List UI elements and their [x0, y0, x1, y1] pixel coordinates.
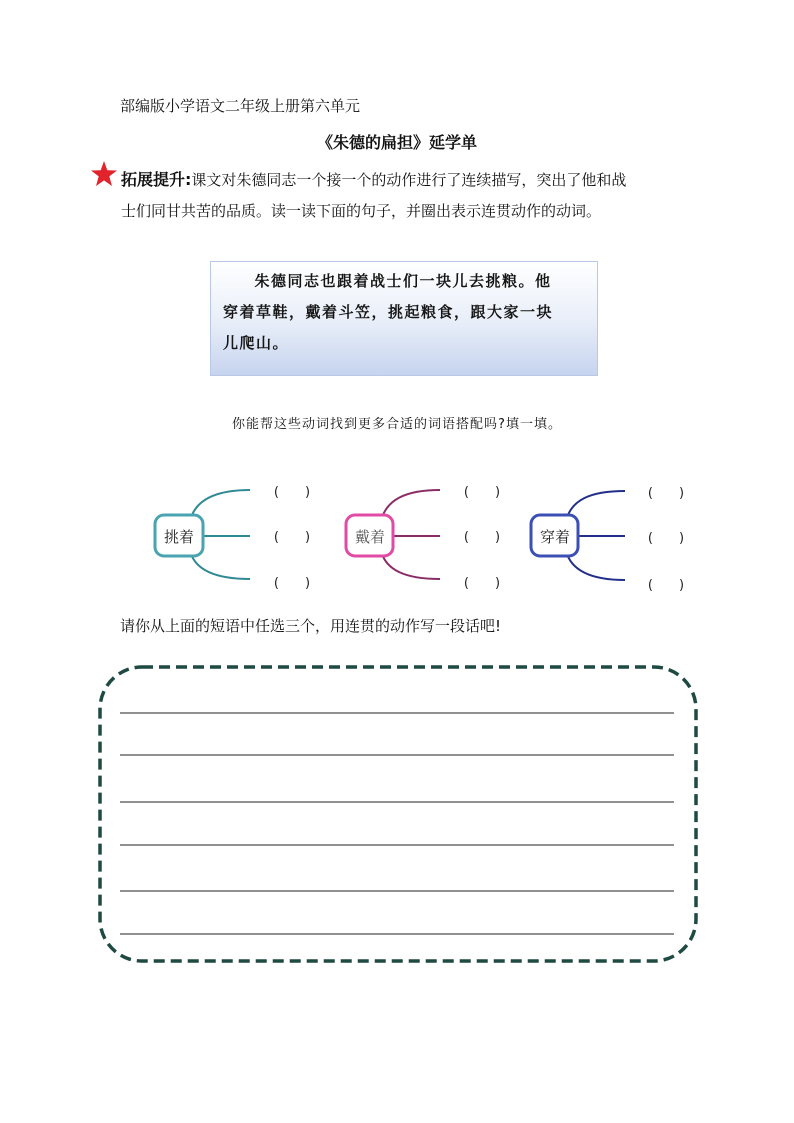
blank-tiaozhe-2[interactable]: ( )	[273, 530, 311, 545]
verb-mind-maps	[0, 470, 794, 605]
worksheet-title: 《朱德的扁担》延学单	[316, 133, 477, 152]
blank-daizhe-2[interactable]: ( )	[463, 530, 501, 545]
blank-chuanzhe-2[interactable]: ( )	[647, 531, 685, 546]
star-icon	[90, 160, 118, 188]
extension-text-line2: 士们同甘共苦的品质。读一读下面的句子，并圈出表示连贯动作的动词。	[121, 202, 602, 220]
blank-daizhe-3[interactable]: ( )	[463, 576, 501, 591]
quote-line2: 穿着草鞋，戴着斗笠，挑起粮食，跟大家一块	[223, 303, 554, 321]
mind-map-tiaozhe	[155, 485, 310, 591]
extension-text-line1: 课文对朱德同志一个接一个的动作进行了连续描写，突出了他和战	[191, 171, 627, 189]
matching-question: 你能帮这些动词找到更多合适的词语搭配吗?填一填。	[232, 417, 562, 432]
verb-word-chuanzhe: 穿着	[539, 528, 571, 546]
writing-prompt: 请你从上面的短语中任选三个，用连贯的动作写一段话吧!	[120, 617, 502, 635]
blank-chuanzhe-1[interactable]: ( )	[647, 486, 685, 501]
verb-word-daizhe: 戴着	[354, 528, 386, 546]
writing-box[interactable]	[98, 665, 698, 963]
extension-instructions: 拓展提升:课文对朱德同志一个接一个的动作进行了连续描写，突出了他和战 士们同甘共苦的品质。读一读下面的句子，并圈出表示连贯动作的动词。	[121, 164, 681, 227]
unit-header: 部编版小学语文二年级上册第六单元	[120, 97, 361, 115]
mind-map-daizhe	[346, 485, 500, 591]
verb-word-tiaozhe: 挑着	[163, 528, 195, 546]
blank-chuanzhe-3[interactable]: ( )	[647, 578, 685, 593]
extension-label: 拓展提升	[121, 170, 186, 189]
quote-line3: 儿爬山。	[223, 334, 290, 352]
quote-box	[210, 261, 598, 376]
blank-daizhe-1[interactable]: ( )	[463, 485, 501, 500]
quote-line1: 朱德同志也跟着战士们一块儿去挑粮。他	[254, 272, 552, 290]
mind-map-chuanzhe	[531, 486, 684, 593]
blank-tiaozhe-1[interactable]: ( )	[273, 485, 311, 500]
blank-tiaozhe-3[interactable]: ( )	[273, 576, 311, 591]
